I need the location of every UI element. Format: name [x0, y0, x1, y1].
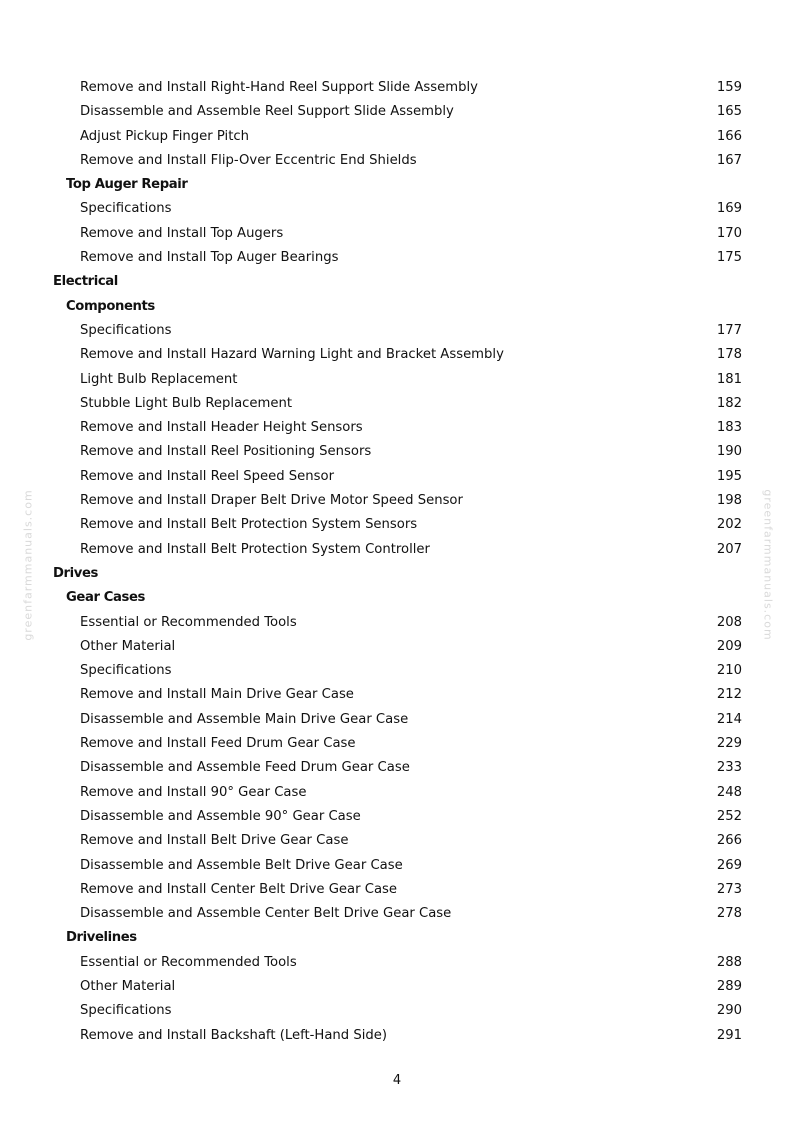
toc-entry-title: Remove and Install Belt Protection System Controller [80, 541, 430, 557]
toc-entry-title: Remove and Install Top Augers [80, 225, 284, 241]
toc-entry[interactable] [0, 903, 794, 927]
toc-entry[interactable] [0, 636, 794, 660]
toc-entry[interactable] [0, 879, 794, 903]
toc-entry-page-number: 165 [716, 104, 742, 120]
toc-entry-page-number: 288 [716, 954, 742, 970]
toc-entry[interactable] [0, 417, 794, 441]
toc-entry-title: Light Bulb Replacement [80, 371, 238, 387]
toc-entry-page-number: 183 [716, 420, 742, 436]
toc-entry-title: Specifications [80, 201, 172, 217]
toc-entry-page-number: 167 [716, 152, 742, 168]
toc-entry[interactable] [0, 344, 794, 368]
toc-entry[interactable] [0, 612, 794, 636]
toc-entry-title: Essential or Recommended Tools [80, 954, 297, 970]
watermark-left: greenfarmmanuals.com [21, 489, 35, 641]
toc-entry-page-number: 248 [716, 784, 742, 800]
toc-entry[interactable] [0, 782, 794, 806]
toc-entry-page-number: 166 [716, 128, 742, 144]
toc-entry-title: Specifications [80, 1003, 172, 1019]
toc-entry-title: Drivelines [66, 930, 137, 946]
toc-entry[interactable] [0, 539, 794, 563]
toc-entry-title: Disassemble and Assemble Center Belt Drive Gear Case [80, 906, 452, 922]
toc-entry[interactable] [0, 514, 794, 538]
toc-entry-page-number: 202 [716, 517, 742, 533]
toc-entry-page-number: 181 [716, 371, 742, 387]
toc-entry-page-number: 208 [716, 614, 742, 630]
toc-entry-title: Remove and Install Flip-Over Eccentric End Shields [80, 152, 417, 168]
toc-entry-title: Top Auger Repair [66, 177, 188, 193]
toc-entry-page-number: 252 [716, 808, 742, 824]
toc-entry-title: Specifications [80, 663, 172, 679]
toc-entry-page-number: 212 [716, 687, 742, 703]
toc-section-heading [0, 271, 794, 295]
toc-entry[interactable] [0, 733, 794, 757]
toc-entry-page-number: 269 [716, 857, 742, 873]
toc-entry[interactable] [0, 126, 794, 150]
toc-entry[interactable] [0, 393, 794, 417]
toc-entry-page-number: 214 [716, 711, 742, 727]
toc-entry[interactable] [0, 757, 794, 781]
toc-entry-title: Remove and Install Header Height Sensors [80, 420, 363, 436]
toc-section-heading [0, 927, 794, 951]
toc-entry[interactable] [0, 855, 794, 879]
toc-entry-title: Disassemble and Assemble Reel Support Slide Assembly [80, 104, 454, 120]
toc-entry-page-number: 273 [716, 881, 742, 897]
toc-entry-title: Essential or Recommended Tools [80, 614, 297, 630]
toc-entry[interactable] [0, 1000, 794, 1024]
toc-entry-title: Disassemble and Assemble Belt Drive Gear Case [80, 857, 403, 873]
toc-entry-page-number: 198 [716, 493, 742, 509]
page-number: 4 [392, 1073, 402, 1088]
toc-entry-page-number: 175 [716, 250, 742, 266]
toc-entry-title: Other Material [80, 638, 176, 654]
toc-entry[interactable] [0, 150, 794, 174]
toc-section-heading [0, 563, 794, 587]
toc-entry[interactable] [0, 806, 794, 830]
toc-entry-page-number: 190 [716, 444, 742, 460]
toc-entry[interactable] [0, 976, 794, 1000]
toc-entry-page-number: 290 [716, 1003, 742, 1019]
toc-entry-title: Stubble Light Bulb Replacement [80, 395, 292, 411]
toc-entry-page-number: 229 [716, 736, 742, 752]
toc-entry[interactable] [0, 320, 794, 344]
toc-entry-title: Remove and Install Main Drive Gear Case [80, 687, 354, 703]
toc-entry-page-number: 178 [716, 347, 742, 363]
toc-entry-title: Adjust Pickup Finger Pitch [80, 128, 249, 144]
toc-entry[interactable] [0, 441, 794, 465]
toc-entry-title: Remove and Install Top Auger Bearings [80, 250, 339, 266]
toc-entry-title: Remove and Install Belt Protection System Sensors [80, 517, 418, 533]
toc-section-heading [0, 296, 794, 320]
toc-entry-page-number: 177 [716, 322, 742, 338]
toc-entry-page-number: 207 [716, 541, 742, 557]
toc-entry[interactable] [0, 709, 794, 733]
toc-entry[interactable] [0, 490, 794, 514]
toc-entry-page-number: 266 [716, 833, 742, 849]
toc-entry-title: Remove and Install Belt Drive Gear Case [80, 833, 349, 849]
toc-entry-page-number: 289 [716, 978, 742, 994]
toc-entry[interactable] [0, 369, 794, 393]
toc-entry-page-number: 291 [716, 1027, 742, 1043]
toc-entry-title: Remove and Install Center Belt Drive Gear Case [80, 881, 398, 897]
toc-entry[interactable] [0, 952, 794, 976]
toc-entry[interactable] [0, 247, 794, 271]
toc-entry-title: Other Material [80, 978, 176, 994]
toc-entry-page-number: 278 [716, 906, 742, 922]
toc-entry[interactable] [0, 466, 794, 490]
toc-entry-title: Remove and Install Feed Drum Gear Case [80, 736, 356, 752]
toc-entry-title: Remove and Install Backshaft (Left-Hand Side) [80, 1027, 387, 1043]
toc-entry[interactable] [0, 684, 794, 708]
toc-entry-title: Disassemble and Assemble Main Drive Gear Case [80, 711, 409, 727]
toc-entry-page-number: 159 [716, 80, 742, 95]
toc-entry-page-number: 182 [716, 395, 742, 411]
toc-entry-page-number: 233 [716, 760, 742, 776]
toc-entry-title: Remove and Install Reel Speed Sensor [80, 468, 334, 484]
toc-entry[interactable] [0, 198, 794, 222]
toc-section-heading [0, 587, 794, 611]
watermark-right: greenfarmmanuals.com [761, 489, 775, 641]
toc-entry-title: Disassemble and Assemble Feed Drum Gear Case [80, 760, 410, 776]
toc-entry-title: Electrical [53, 274, 118, 290]
toc-entry[interactable] [0, 660, 794, 684]
toc-entry-page-number: 209 [716, 638, 742, 654]
toc-entry[interactable] [0, 77, 794, 101]
toc-entry-title: Remove and Install Draper Belt Drive Motor Speed Sensor [80, 493, 463, 509]
toc-entry-title: Remove and Install 90° Gear Case [80, 784, 307, 800]
toc-entry-page-number: 210 [716, 663, 742, 679]
toc-section-heading [0, 174, 794, 198]
toc-entry-title: Drives [53, 565, 98, 581]
toc-entry-title: Disassemble and Assemble 90° Gear Case [80, 808, 361, 824]
toc-entry-title: Remove and Install Hazard Warning Light and Bracket Assembly [80, 347, 504, 363]
toc-entry[interactable] [0, 223, 794, 247]
toc-entry-page-number: 195 [716, 468, 742, 484]
toc-entry-page-number: 170 [716, 225, 742, 241]
toc-entry-title: Remove and Install Right-Hand Reel Support Slide Assembly [80, 80, 478, 95]
toc-entry-title: Specifications [80, 322, 172, 338]
toc-entry-title: Gear Cases [66, 590, 145, 606]
toc-entry[interactable] [0, 830, 794, 854]
toc-entry-page-number: 169 [716, 201, 742, 217]
toc-entry[interactable] [0, 101, 794, 125]
toc-entry-title: Components [66, 298, 155, 314]
table-of-contents [0, 77, 794, 1049]
toc-entry-title: Remove and Install Reel Positioning Sensors [80, 444, 372, 460]
toc-entry[interactable] [0, 1025, 794, 1049]
